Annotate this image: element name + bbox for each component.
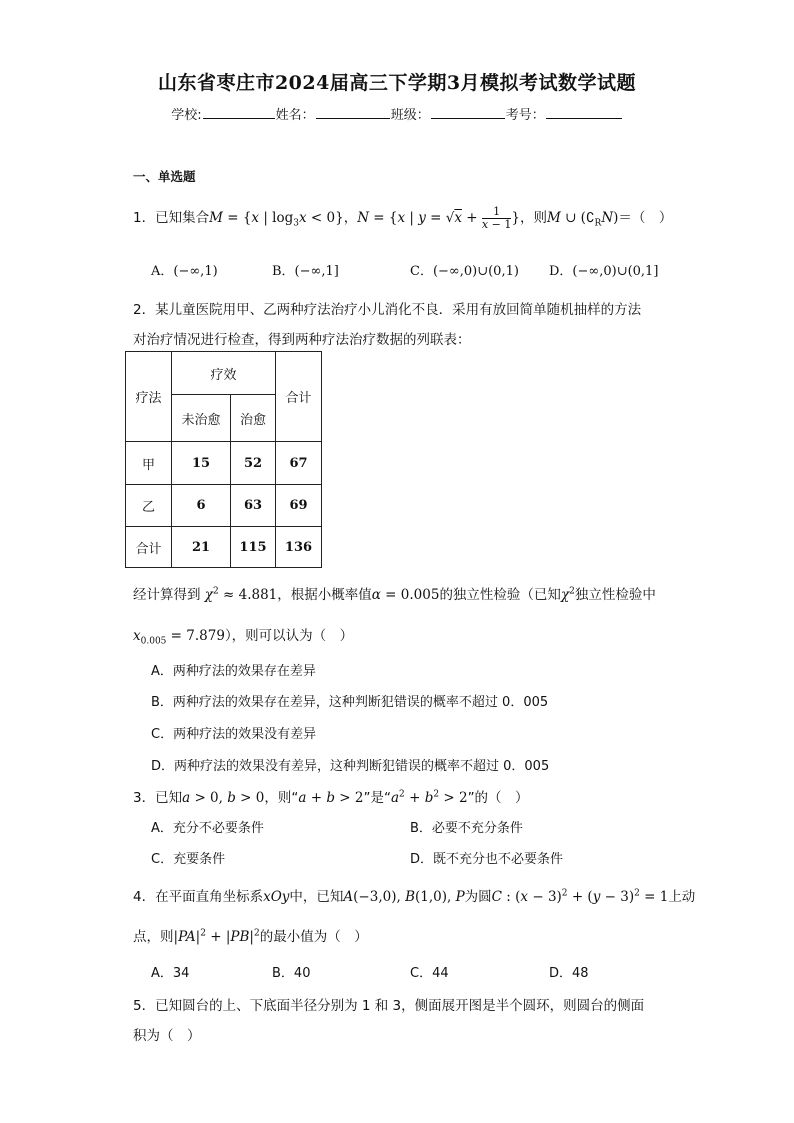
table-cell: 136 — [276, 527, 322, 568]
page-title: 山东省枣庄市2024届高三下学期3月模拟考试数学试题 — [157, 72, 637, 94]
q1-end: ＝（ ） — [618, 210, 673, 226]
q3-prefix: 3．已知 — [133, 790, 183, 806]
q4-option-c[interactable]: C．44 — [410, 966, 449, 981]
q3-option-d[interactable]: D．既不充分也不必要条件 — [410, 852, 564, 867]
q1-set-n: N — [357, 210, 369, 226]
q1-set-m: M — [209, 210, 223, 226]
table-header-uncured: 未治愈 — [172, 395, 231, 442]
table-header-cured: 治愈 — [231, 395, 276, 442]
name-label: 姓名： — [275, 108, 315, 123]
q4-points: A(−3,0), B(1,0), P — [343, 889, 465, 905]
q4-option-d[interactable]: D．48 — [549, 966, 589, 981]
contingency-table — [125, 351, 322, 568]
q4-option-b[interactable]: B．40 — [272, 966, 311, 981]
q2-statistic-line — [133, 583, 656, 603]
q1-expression: M ∪ $(∁_RN)$ — [546, 210, 619, 229]
q4-mid: 中，已知 — [289, 889, 344, 905]
table-header-method: 疗法 — [126, 352, 172, 442]
q4-line-2 — [133, 925, 368, 945]
q2-crit-end: ），则可以认为（ ） — [224, 628, 354, 644]
table-row — [126, 485, 322, 527]
q4-expression: $|PA|^2 + |PB|^2$ — [173, 928, 260, 945]
q3-statement-p: a + b > 2 — [298, 790, 364, 806]
table-row-label: 乙 — [126, 485, 172, 527]
table-cell: 6 — [172, 485, 231, 527]
q2-stat-mid: ，根据小概率值 — [277, 587, 372, 603]
q1-option-a[interactable]: A．(−∞,1) — [151, 264, 218, 279]
q2-option-c[interactable]: C．两种疗法的效果没有差异 — [151, 727, 317, 742]
table-cell: 21 — [172, 527, 231, 568]
q2-chi-symbol: $\chi^2$ — [560, 586, 575, 603]
q5-line-1: 5．已知圆台的上、下底面半径分别为 1 和 3，侧面展开图是半个圆环，则圆台的侧面 — [133, 998, 645, 1014]
q1-option-c[interactable]: C．(−∞,0)∪(0,1) — [410, 264, 519, 279]
q4-line2-end: 的最小值为（ ） — [259, 929, 368, 945]
q2-stat-prefix: 经计算得到 — [133, 587, 201, 603]
q4-line2-prefix: 点，则 — [133, 929, 174, 945]
table-cell: 52 — [231, 442, 276, 485]
q3-option-a[interactable]: A．充分不必要条件 — [151, 821, 264, 836]
q4-end: 上动 — [668, 889, 696, 905]
q2-alpha: α = 0.005 — [371, 587, 440, 603]
table-cell: 115 — [231, 527, 276, 568]
q1-set-m-def: = {x | $\log_3x < 0$} — [222, 210, 344, 229]
table-cell: 69 — [276, 485, 322, 527]
q3-mid: ，则“ — [264, 790, 299, 806]
q2-line-1: 2．某儿童医院用甲、乙两种疗法治疗小儿消化不良．采用有放回简单随机抽样的方法 — [133, 302, 642, 318]
q2-option-b[interactable]: B．两种疗法的效果存在差异，这种判断犯错误的概率不超过 0．005 — [151, 695, 549, 710]
number-blank[interactable] — [546, 106, 622, 119]
q2-chi-value: $\chi^2 \approx 4.881$ — [204, 586, 278, 603]
q3-option-b[interactable]: B．必要不充分条件 — [410, 821, 523, 836]
q4-mid2: 为圆 — [464, 889, 492, 905]
table-header-effect: 疗效 — [172, 352, 276, 395]
q3-condition: a > 0, b > 0 — [182, 790, 265, 806]
class-blank[interactable] — [431, 106, 505, 119]
q2-stat-end: 独立性检验中 — [574, 587, 656, 603]
q2-critical-line — [133, 624, 353, 647]
q2-critical-value: $x_{0.005} = 7.879$ — [133, 628, 225, 647]
q1-set-n-def: = {x | y = √x + $\frac{1}{x - 1}$ } — [369, 205, 520, 231]
class-label: 班级： — [390, 108, 430, 123]
q4-prefix: 4．在平面直角坐标系 — [133, 889, 264, 905]
name-blank[interactable] — [316, 106, 390, 119]
q1-prefix: 1．已知集合 — [133, 210, 210, 226]
q2-option-a[interactable]: A．两种疗法的效果存在差异 — [151, 664, 316, 679]
table-cell: 67 — [276, 442, 322, 485]
q5-line-2: 积为（ ） — [133, 1028, 201, 1044]
question-4 — [133, 885, 695, 905]
q1-option-d[interactable]: D．(−∞,0)∪(0,1] — [549, 264, 659, 279]
school-blank[interactable] — [203, 106, 275, 119]
table-row-label: 甲 — [126, 442, 172, 485]
q3-mid2: ”是“ — [363, 790, 391, 806]
table-header-total: 合计 — [276, 352, 322, 442]
q4-circle: C : $(x - 3)^2 + (y - 3)^2 = 1$ — [491, 888, 669, 905]
school-label: 学校: — [171, 108, 202, 123]
q1-suffix: ，则 — [519, 210, 547, 226]
q2-stat-mid2: 的独立性检验（已知 — [439, 587, 561, 603]
q3-option-c[interactable]: C．充要条件 — [151, 852, 226, 867]
question-3 — [133, 786, 529, 806]
table-row — [126, 442, 322, 485]
q3-end: ”的（ ） — [467, 790, 529, 806]
table-row — [126, 527, 322, 568]
q1-option-b[interactable]: B．(−∞,1] — [272, 264, 339, 279]
question-1: 1．已知集合M = {x | $\log_3x < 0$}，N = {x | y = √x + $\frac{1}{x - 1}$ }，则M ∪ $(∁_RN)=$（ ） — [133, 205, 673, 231]
table-cell: 63 — [231, 485, 276, 527]
table-row-label: 合计 — [126, 527, 172, 568]
q4-coord-system: xOy — [263, 889, 290, 905]
q2-line-2: 对治疗情况进行检查，得到两种疗法治疗数据的列联表： — [133, 332, 471, 348]
q4-option-a[interactable]: A．34 — [151, 966, 190, 981]
q2-option-d[interactable]: D．两种疗法的效果没有差异，这种判断犯错误的概率不超过 0．005 — [151, 759, 550, 774]
q3-statement-q: $a^2 + b^2 > 2$ — [390, 789, 468, 806]
section-heading: 一、单选题 — [133, 169, 196, 184]
number-label: 考号： — [505, 108, 545, 123]
table-cell: 15 — [172, 442, 231, 485]
student-info-line — [0, 104, 794, 123]
